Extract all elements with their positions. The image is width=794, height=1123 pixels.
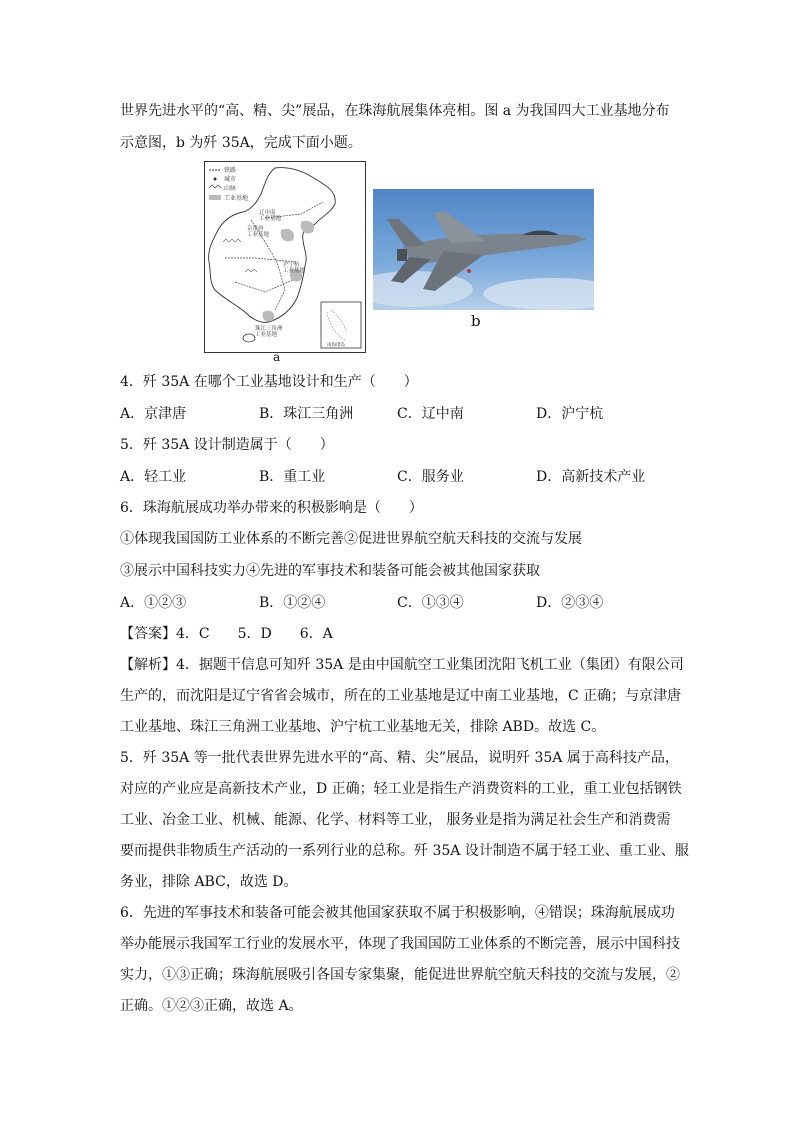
- inset-label: 南海诸岛: [327, 343, 345, 348]
- analysis-line-7: 要而提供非物质生产活动的一系列行业的总称。歼 35A 设计制造不属于轻工业、重工业、服: [120, 843, 689, 859]
- base-liaozhongnan: [301, 221, 314, 234]
- label-liaozhongnan-1: 辽中南: [259, 210, 276, 216]
- industrial-base-map: [204, 161, 366, 353]
- intro-line-1: 世界先进水平的“高、精、尖”展品，在珠海航展集体亮相。图 a 为我国四大工业基地分布: [120, 103, 670, 119]
- question-4-stem: 4．歼 35A 在哪个工业基地设计和生产（ ）: [120, 374, 418, 390]
- question-6-stem: 6．珠海航展成功举办带来的积极影响是（ ）: [120, 500, 423, 516]
- q5-option-c: C．服务业: [397, 469, 464, 485]
- intro-line-2: 示意图，b 为歼 35A，完成下面小题。: [120, 135, 362, 151]
- legend-mountain: 山脉: [224, 185, 237, 192]
- base-jingjintang: [281, 229, 294, 242]
- analysis-line-11: 实力，①③正确；珠海航展吸引各国专家集聚，能促进世界航空航天科技的交流与发展，②: [120, 967, 680, 983]
- q4-option-b: B．珠江三角洲: [259, 406, 354, 422]
- q6-option-d: D．②③④: [536, 595, 604, 611]
- q6-option-b: B．①②④: [259, 595, 326, 611]
- label-jingjintang-1: 京津唐: [247, 226, 264, 232]
- china-map-drawing: [205, 162, 365, 352]
- q5-option-a: A．轻工业: [120, 469, 187, 485]
- jet-photo: [373, 189, 594, 310]
- label-jingjintang-2: 工业基地: [247, 232, 270, 238]
- figure-b-caption: b: [471, 312, 481, 330]
- figure-a-caption: a: [273, 350, 281, 364]
- legend-city: 城市: [224, 176, 237, 183]
- label-zhujiang-2: 工业基地: [255, 332, 278, 338]
- q6-option-c: C．①③④: [397, 595, 464, 611]
- analysis-line-3: 工业基地、珠江三角洲工业基地、沪宁杭工业基地无关，排除 ABD。故选 C。: [120, 719, 606, 735]
- label-zhujiang-1: 珠江三角洲: [255, 326, 283, 332]
- base-zhujiang: [263, 311, 275, 322]
- analysis-line-9: 6．先进的军事技术和装备可能会被其他国家获取不属于积极影响，④错误；珠海航展成功: [120, 905, 675, 921]
- analysis-line-10: 举办能展示我国军工行业的发展水平，体现了我国国防工业体系的不断完善，展示中国科技: [120, 936, 680, 952]
- analysis-line-1: 【解析】4．据题干信息可知歼 35A 是由中国航空工业集团沈阳飞机工业（集团）有限公司: [120, 657, 684, 673]
- q5-option-b: B．重工业: [259, 469, 326, 485]
- legend-industrial-base: 工业基地: [224, 195, 249, 202]
- analysis-line-2: 生产的，而沈阳是辽宁省省会城市，所在的工业基地是辽中南工业基地，C 正确；与京津唐: [120, 688, 682, 704]
- q5-option-d: D．高新技术产业: [536, 469, 646, 485]
- label-huninghang-2: 工业基地: [283, 268, 306, 274]
- analysis-line-8: 务业，排除 ABC，故选 D。: [120, 874, 298, 890]
- q4-option-d: D．沪宁杭: [536, 406, 604, 422]
- q4-option-a: A．京津唐: [120, 406, 187, 422]
- analysis-line-5: 对应的产业应是高新技术产业，D 正确；轻工业是指生产消费资料的工业，重工业包括钢铁: [120, 781, 682, 797]
- answer-line: 【答案】4．C 5．D 6．A: [120, 626, 333, 642]
- q6-statement-2: ③展示中国科技实力④先进的军事技术和装备可能会被其他国家获取: [120, 563, 540, 579]
- q4-option-c: C．辽中南: [397, 406, 464, 422]
- q6-statement-1: ①体现我国国防工业体系的不断完善②促进世界航空航天科技的交流与发展: [120, 531, 582, 547]
- south-sea-inset: [321, 302, 361, 348]
- label-huninghang-1: 沪宁杭: [283, 262, 300, 268]
- analysis-line-6: 工业、冶金工业、机械、能源、化学、材料等工业， 服务业是指为满足社会生产和消费需: [120, 812, 671, 828]
- q6-option-a: A．①②③: [120, 595, 187, 611]
- map-legend: [209, 166, 248, 202]
- question-5-stem: 5．歼 35A 设计制造属于（ ）: [120, 437, 334, 453]
- analysis-line-12: 正确。①②③正确，故选 A。: [120, 998, 303, 1014]
- legend-railway: 铁路: [224, 167, 237, 174]
- label-liaozhongnan-2: 工业基地: [259, 216, 282, 222]
- fighter-jet-image: [373, 189, 594, 310]
- analysis-line-4: 5．歼 35A 等一批代表世界先进水平的“高、精、尖”展品，说明歼 35A 属于高科技产品，: [120, 750, 679, 766]
